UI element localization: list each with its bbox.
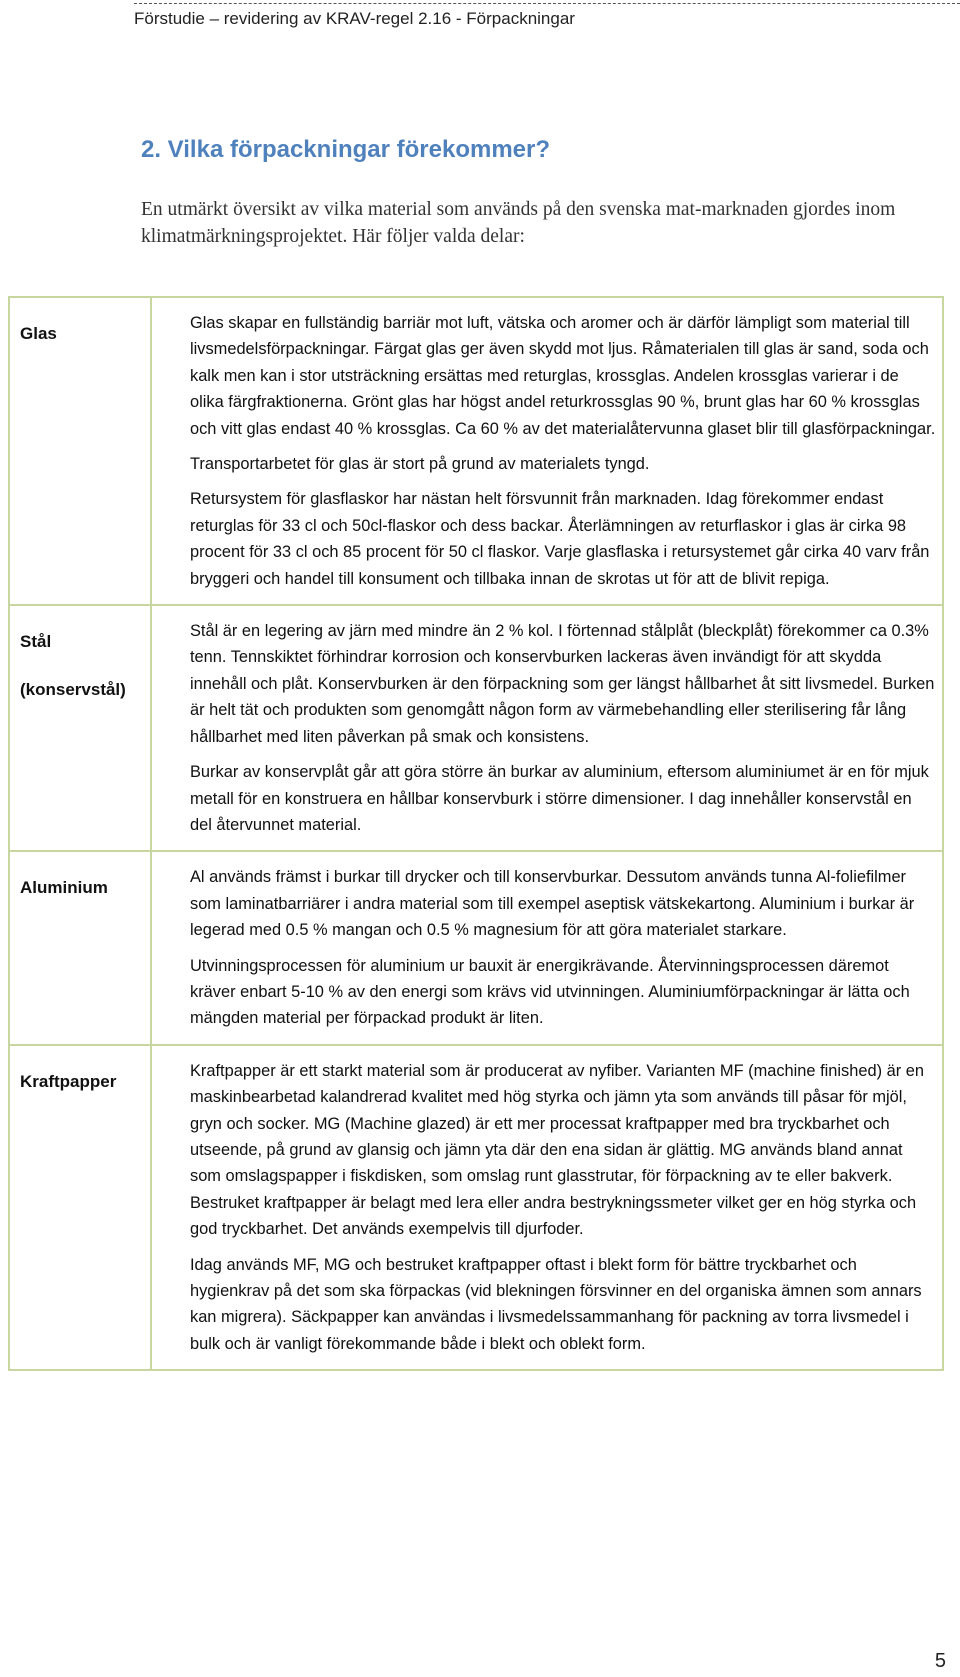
page-number: 5 [934, 1650, 946, 1672]
material-label: Glas [20, 324, 57, 343]
material-paragraph: Al används främst i burkar till drycker och till konservburkar. Dessutom används tunna Al-foliefilmer som laminatbarriärer i andra material som till exempel aseptisk vätskekartong. Aluminium i burkar är legerad med 0.5 % mangan och 0.5 % magnesium för att göra materialet starkare. [190, 868, 915, 940]
material-label: Stål [20, 632, 52, 652]
material-paragraph: Idag används MF, MG och bestruket kraftpapper oftast i blekt form för bättre tryckbarhet och hygienkrav på det som ska förpackas (vid blekningen försvinner en del organiska ämnen som annars kan migrera). Säckpapper kan användas i livsmedelssammanhang för packning av torra livsmedel i bulk och är vanligt förekommande både i blekt och oblekt form. [190, 1255, 922, 1353]
material-paragraph: Glas skapar en fullständig barriär mot luft, vätska och aromer och är därför lämpligt som material till livsmedelsförpackningar. Färgat glas ger även skydd mot ljus. Råmaterialen till glas är sand, soda och kalk men kan i stor utsträckning ersättas med returglas, krossglas. Andelen krossglas varierar i de olika färgfraktionerna. Grönt glas har högst andel returkrossglas 90 %, brunt glas har 60 % krossglas och vitt glas endast 40 % krossglas. Ca 60 % av det materialåtervunna glaset blir till glasförpackningar. [190, 314, 936, 438]
header-rule [134, 3, 960, 4]
material-description-cell [151, 1045, 943, 1370]
intro-paragraph: En utmärkt översikt av vilka material som används på den svenska mat-marknaden gjordes inom klimatmärkningsprojektet. Här följer valda delar: [141, 199, 896, 247]
material-paragraph: Stål är en legering av järn med mindre än 2 % kol. I förtennad stålplåt (bleckplåt) förekommer ca 0.3% tenn. Tennskiktet förhindrar korrosion och konservburken lackeras även invändigt för att skydda innehåll och plåt. Konservburken är den förpackning som ger längst hållbarhet åt sitt livsmedel. Burken är helt tät och produkten som genomgått någon form av värmebehandling eller sterilisering får lång hållbarhet med liten påverkan på smak och konsistens. [190, 622, 935, 746]
material-label-cell [9, 1045, 151, 1370]
material-paragraph: Retursystem för glasflaskor har nästan helt försvunnit från marknaden. Idag förekommer endast returglas för 33 cl och 50cl-flaskor och dess backar. Återlämningen av returflaskor i glas är cirka 98 procent för 33 cl och 85 procent för 50 cl flaskor. Varje glasflaska i retursystemet går cirka 40 varv från bryggeri och handel till konsument och tillbaka innan de skrotas ut för att de blivit repiga. [190, 490, 930, 588]
material-label: Kraftpapper [20, 1071, 117, 1091]
material-paragraph: Burkar av konservplåt går att göra större än burkar av aluminium, eftersom aluminiumet är en för mjuk metall för en konstruera en hållbar konservburk i större dimensioner. I dag innehåller konservstål en del återvunnet material. [190, 763, 929, 834]
material-row [9, 851, 943, 1044]
material-description-cell [151, 297, 943, 605]
material-description-cell [151, 605, 943, 851]
section-title: 2. Vilka förpackningar förekommer? [141, 136, 551, 163]
material-paragraph: Transportarbetet för glas är stort på grund av materialets tyngd. [190, 455, 650, 474]
material-label: (konservstål) [20, 680, 126, 700]
material-row [9, 1045, 943, 1370]
running-header: Förstudie – revidering av KRAV-regel 2.16 - Förpackningar [134, 9, 575, 28]
material-paragraph: Utvinningsprocessen för aluminium ur bauxit är energikrävande. Återvinningsprocessen däremot kräver enbart 5-10 % av den energi som krävs vid utvinningen. Aluminiumförpackningar är lätta och mängden material per förpackad produkt är liten. [190, 956, 910, 1028]
material-paragraph: Kraftpapper är ett starkt material som är producerat av nyfiber. Varianten MF (machine finished) är en maskinbearbetad kalandrerad kvalitet med hög styrka och jämn yta som används till påsar för mjöl, gryn och socker. MG (Machine glazed) är ett mer processat kraftpapper med bra tryckbarhet och utseende, på grund av glansig och jämn yta där den ena sidan är glättig. MG används bland annat som omslagspapper i fiskdisken, som omslag runt glasstrutar, för förpackning av te eller bakverk. Bestruket kraftpapper är belagt med lera eller andra bestrykningssmeter vilket ger en hög styrka och god tryckbarhet. Det används exempelvis till djurfoder. [190, 1061, 924, 1239]
material-label-cell [9, 297, 151, 605]
material-label: Aluminium [20, 878, 108, 898]
material-description-cell [151, 851, 943, 1044]
materials-table [8, 296, 944, 1371]
material-label-cell [9, 605, 151, 851]
material-row [9, 297, 943, 605]
material-row [9, 605, 943, 851]
material-label-cell [9, 851, 151, 1044]
